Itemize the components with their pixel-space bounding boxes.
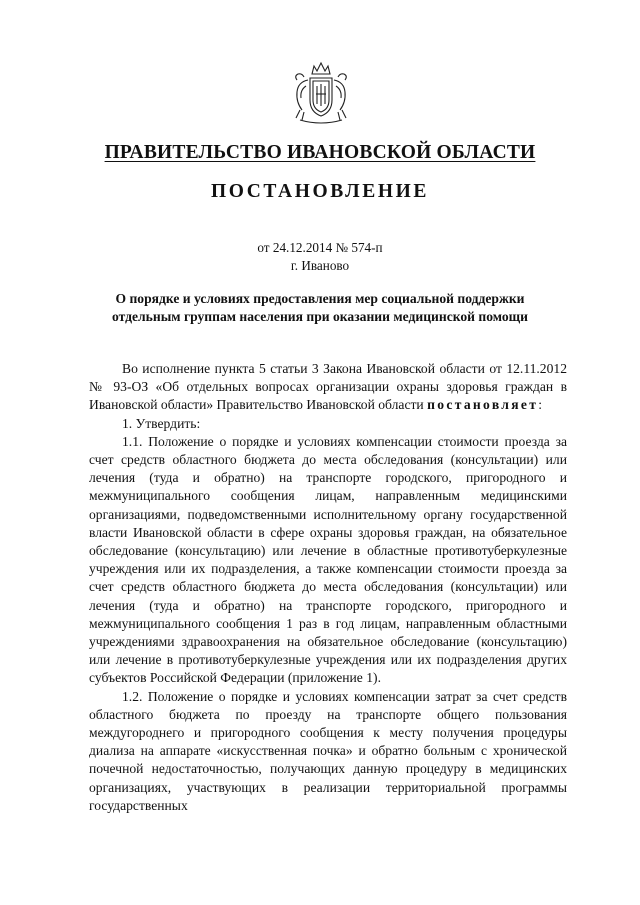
decree-word: постановляет bbox=[427, 397, 539, 413]
document-city: г. Иваново bbox=[290, 258, 350, 273]
document-date-number: от 24.12.2014 № 574-п bbox=[257, 240, 383, 255]
document-type: ПОСТАНОВЛЕНИЕ bbox=[210, 181, 430, 202]
coat-of-arms-icon bbox=[288, 60, 354, 126]
preamble-paragraph bbox=[89, 360, 567, 415]
document-body bbox=[89, 360, 567, 815]
item-1-1: 1.1. Положение о порядке и условиях компенсации стоимости проезда за счет средств областного бюджета до места обследования (консультации) или лечения (туда и обратно) на транспорте городского, пригородного и межмуниципального сообщения лицам, направленным медицинскими организациями, подведомственными исполнительному органу государственной власти Ивановской области в сфере охраны здоровья граждан, на обязательное обследование (консультацию) или лечение в областные противотуберкулезные учреждения или их подразделения, а также компенсации стоимости проезда за счет средств областного бюджета до места обследования (консультации) или лечения (туда и обратно) на транспорте городского, пригородного и межмуниципального сообщения 1 раз в год лицам, направленным областными учреждениями здравоохранения на обязательное обследование (консультацию) или лечение в противотуберкулезные учреждения или их подразделения других субъектов Российской Федерации (приложение 1). bbox=[89, 433, 567, 686]
item-1-2: 1.2. Положение о порядке и условиях компенсации затрат за счет средств областного бюджета по проезду на транспорте общего пользования междугороднего и пригородного сообщения к месту получения процедуры диализа на аппарате «искусственная почка» и обратно больным с хронической почечной недостаточностью, получающих данную процедуру в медицинских организациях, участвующих в реализации территориальной программы государственных bbox=[89, 688, 567, 813]
organization-title: ПРАВИТЕЛЬСТВО ИВАНОВСКОЙ ОБЛАСТИ bbox=[104, 142, 536, 163]
document-subject bbox=[60, 290, 580, 326]
preamble-text: Во исполнение пункта 5 статьи 3 Закона Ивановской области от 12.11.2012 № 93-ОЗ «Об отдельных вопросах организации охраны здоровья граждан в Ивановской области» Правительство Ивановской области bbox=[89, 361, 567, 413]
subject-line-1: О порядке и условиях предоставления мер социальной поддержки bbox=[115, 291, 525, 306]
decree-colon: : bbox=[538, 397, 542, 413]
item-1: 1. Утвердить: bbox=[122, 415, 201, 431]
subject-line-2: отдельным группам населения при оказании медицинской помощи bbox=[112, 309, 528, 324]
